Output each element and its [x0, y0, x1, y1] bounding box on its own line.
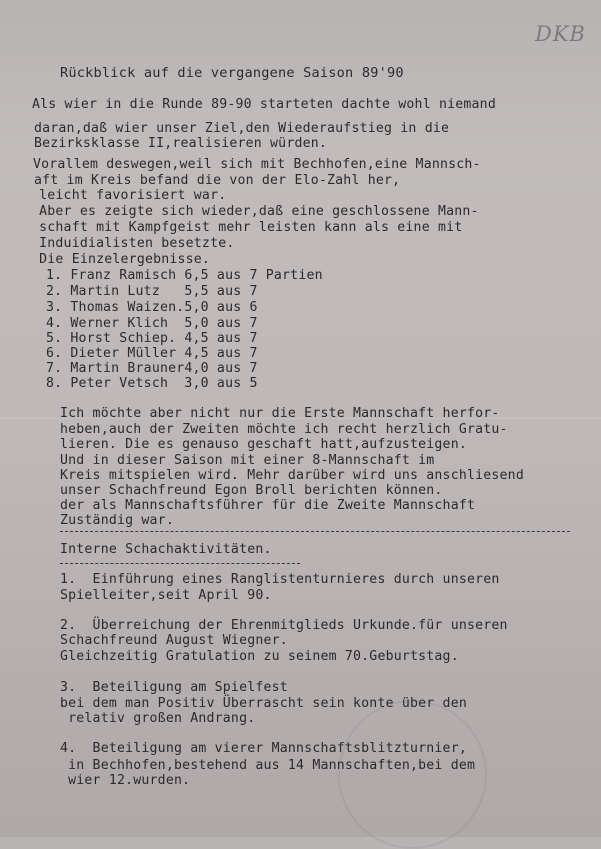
- activity-item: Schachfreund August Wiegner.: [60, 633, 288, 648]
- section-heading: Interne Schachaktivitäten.: [60, 542, 272, 557]
- activity-item: in Bechhofen,bestehend aus 14 Mannschaften,bei dem: [60, 758, 476, 773]
- activity-item: Spielleiter,seit April 90.: [60, 588, 272, 603]
- document-title: Rückblick auf die vergangene Saison 89'90: [60, 65, 404, 81]
- activity-item: wier 12.wurden.: [60, 773, 191, 788]
- paragraph-line: der als Mannschaftsführer für die Zweite Mannschaft: [60, 498, 476, 513]
- intro-line: Als wier in die Runde 89-90 starteten dachte wohl niemand: [32, 97, 496, 112]
- result-row: 2. Martin Lutz 5,5 aus 7: [46, 284, 258, 299]
- activity-item: 3. Beteiligung am Spielfest: [60, 680, 288, 695]
- paragraph-line: heben,auch der Zweiten möchte ich recht herzlich Gratu-: [60, 422, 508, 437]
- result-row: 1. Franz Ramisch 6,5 aus 7 Partien: [46, 268, 323, 283]
- paragraph-line: Und in dieser Saison mit einer 8-Mannschaft im: [60, 453, 435, 468]
- result-row: 5. Horst Schiep. 4,5 aus 7: [46, 331, 258, 346]
- heading-underline: [60, 563, 300, 564]
- corner-handwritten-mark: DKB: [535, 22, 586, 46]
- result-row: 7. Martin Brauner4,0 aus 7: [46, 361, 258, 376]
- intro-line: Bezirksklasse II,realisieren würden.: [34, 136, 328, 151]
- paragraph-line: Ich möchte aber nicht nur die Erste Mannschaft herfor-: [60, 406, 500, 421]
- paragraph-line: unser Schachfreund Egon Broll berichten können.: [60, 483, 443, 498]
- result-row: 3. Thomas Waizen.5,0 aus 6: [46, 300, 258, 315]
- activity-item: 4. Beteiligung am vierer Mannschaftsblitzturnier,: [60, 741, 467, 756]
- activity-item: bei dem man Positiv Überrascht sein konte über den: [60, 696, 467, 711]
- result-row: 6. Dieter Müller 4,5 aus 7: [46, 346, 258, 361]
- intro-line: schaft mit Kampfgeist mehr leisten kann als eine mit: [31, 220, 463, 235]
- intro-line: daran,daß wier unser Ziel,den Wiederaufstieg in die: [34, 121, 450, 136]
- activity-item: Gleichzeitig Gratulation zu seinem 70.Geburtstag.: [60, 649, 459, 664]
- result-row: 8. Peter Vetsch 3,0 aus 5: [46, 376, 258, 391]
- intro-line: Aber es zeigte sich wieder,daß eine geschlossene Mann-: [31, 204, 479, 219]
- activity-item: 1. Einführung eines Ranglistenturnieres durch unseren: [60, 572, 500, 587]
- intro-line: aft im Kreis befand die von der Elo-Zahl her,: [34, 173, 401, 188]
- paragraph-line: Kreis mitspielen wird. Mehr darüber wird uns anschliesend: [60, 468, 524, 483]
- paragraph-line: Zuständig war.: [60, 513, 174, 528]
- activity-item: 2. Überreichung der Ehrenmitglieds Urkunde.für unseren: [60, 618, 508, 633]
- faded-stamp: [338, 700, 487, 849]
- paragraph-line: lieren. Die es genauso geschaft hatt,aufzusteigen.: [60, 437, 467, 452]
- section-divider: [60, 531, 570, 532]
- activity-item: relativ großen Andrang.: [60, 711, 256, 726]
- result-row: 4. Werner Klich 5,0 aus 7: [46, 316, 258, 331]
- intro-line: Induidialisten besetzte.: [31, 236, 235, 251]
- results-heading: Die Einzelergebnisse.: [31, 252, 211, 267]
- intro-line: Vorallem deswegen,weil sich mit Bechhofen,eine Mannsch-: [33, 157, 481, 172]
- intro-line: leicht favorisiert war.: [31, 188, 227, 203]
